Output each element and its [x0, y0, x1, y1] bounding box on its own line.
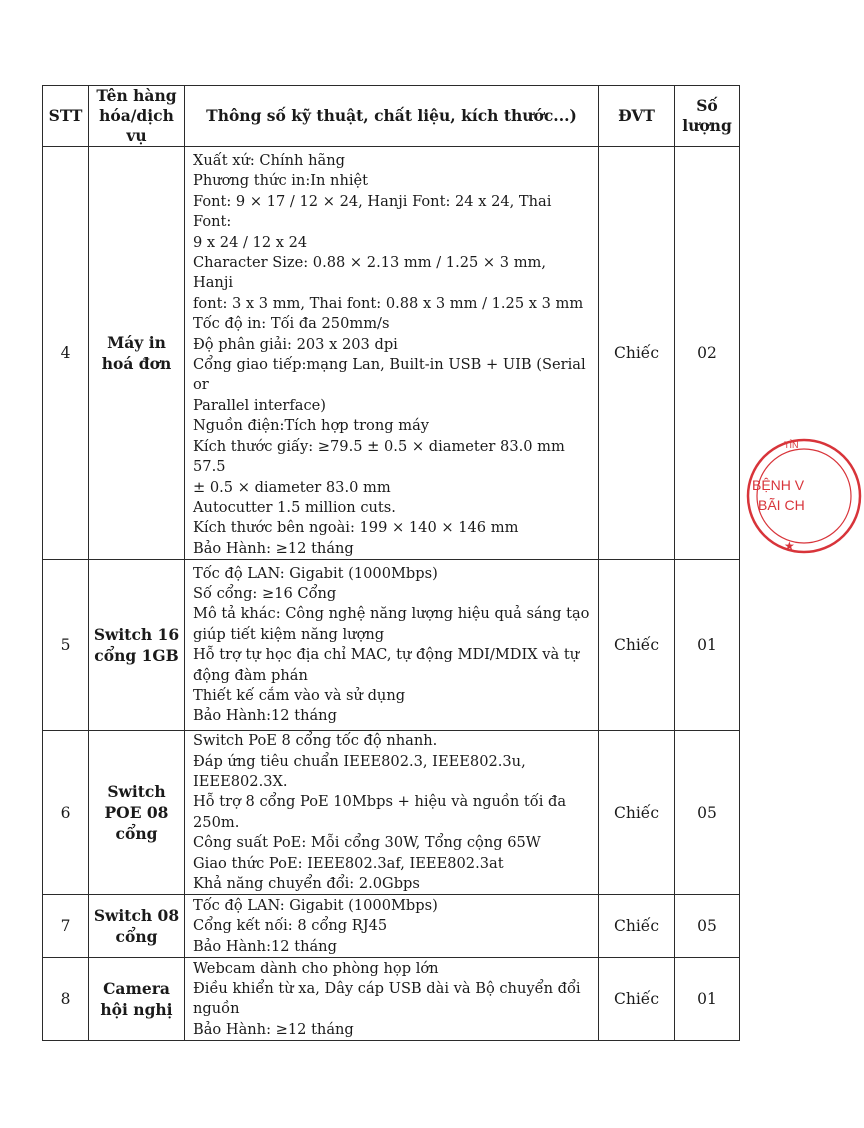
row-unit: Chiếc — [599, 147, 675, 560]
table-row — [43, 731, 740, 895]
row-stt: 5 — [43, 560, 89, 731]
row-stt: 8 — [43, 958, 89, 1041]
hospital-seal-stamp — [744, 436, 864, 556]
row-qty: 05 — [675, 895, 740, 958]
star-icon: ★ — [784, 539, 795, 553]
table-row — [43, 895, 740, 958]
stamp-arc-text: TỈN — [784, 440, 799, 450]
row-item-name: Camera hội nghị — [89, 958, 185, 1041]
row-stt: 4 — [43, 147, 89, 560]
row-unit: Chiếc — [599, 560, 675, 731]
row-unit: Chiếc — [599, 731, 675, 895]
row-spec: Webcam dành cho phòng họp lớn Điều khiển từ xa, Dây cáp USB dài và Bộ chuyển đổi nguồn Bảo Hành: ≥12 tháng — [185, 958, 599, 1041]
header-qty: Số lượng — [675, 86, 740, 147]
header-name: Tên hàng hóa/dịch vụ — [89, 86, 185, 147]
table-header-row — [43, 86, 740, 147]
header-spec: Thông số kỹ thuật, chất liệu, kích thước...) — [185, 86, 599, 147]
stamp-outer-ring — [748, 440, 860, 552]
row-qty: 02 — [675, 147, 740, 560]
row-unit: Chiếc — [599, 895, 675, 958]
stamp-inner-ring — [757, 449, 851, 543]
row-item-name: Switch 16 cổng 1GB — [89, 560, 185, 731]
row-stt: 6 — [43, 731, 89, 895]
stamp-text-line2: BÃI CH — [758, 497, 805, 513]
row-spec: Tốc độ LAN: Gigabit (1000Mbps) Cổng kết nối: 8 cổng RJ45 Bảo Hành:12 tháng — [185, 895, 599, 958]
header-stt: STT — [43, 86, 89, 147]
row-stt: 7 — [43, 895, 89, 958]
row-spec: Xuất xứ: Chính hãng Phương thức in:In nhiệt Font: 9 × 17 / 12 × 24, Hanji Font: 24 x 24, Thai Font: 9 x 24 / 12 x 24 Character Size: 0.88 × 2.13 mm / 1.25 × 3 mm, Hanji font: 3 x 3 mm, Thai font: 0.88 x 3 mm / 1.25 x 3 mm Tốc độ in: Tối đa 250mm/s Độ phân giải: 203 x 203 dpi Cổng giao tiếp:mạng Lan, Built-in USB + UIB (Serial or Parallel interface) Nguồn điện:Tích hợp trong máy Kích thước giấy: ≥79.5 ± 0.5 × diameter 83.0 mm 57.5 ± 0.5 × diameter 83.0 mm Autocutter 1.5 million cuts. Kích thước bên ngoài: 199 × 140 × 146 mm Bảo Hành: ≥12 tháng — [185, 147, 599, 560]
row-spec: Tốc độ LAN: Gigabit (1000Mbps) Số cổng: ≥16 Cổng Mô tả khác: Công nghệ năng lượng hiệu quả sáng tạo giúp tiết kiệm năng lượng Hỗ trợ tự học địa chỉ MAC, tự động MDI/MDIX và tự động đàm phán Thiết kế cắm vào và sử dụng Bảo Hành:12 tháng — [185, 560, 599, 731]
specification-table — [42, 85, 740, 1041]
row-item-name: Switch 08 cổng — [89, 895, 185, 958]
row-item-name: Máy in hoá đơn — [89, 147, 185, 560]
table-row — [43, 147, 740, 560]
row-qty: 05 — [675, 731, 740, 895]
row-spec: Switch PoE 8 cổng tốc độ nhanh. Đáp ứng tiêu chuẩn IEEE802.3, IEEE802.3u, IEEE802.3X. Hỗ trợ 8 cổng PoE 10Mbps + hiệu và nguồn tối đa 250m. Công suất PoE: Mỗi cổng 30W, Tổng cộng 65W Giao thức PoE: IEEE802.3af, IEEE802.3at Khả năng chuyển đổi: 2.0Gbps — [185, 731, 599, 895]
table-row — [43, 560, 740, 731]
row-unit: Chiếc — [599, 958, 675, 1041]
row-item-name: Switch POE 08 cổng — [89, 731, 185, 895]
stamp-text-line1: BỆNH V — [752, 477, 805, 493]
header-unit: ĐVT — [599, 86, 675, 147]
table-row — [43, 958, 740, 1041]
row-qty: 01 — [675, 560, 740, 731]
row-qty: 01 — [675, 958, 740, 1041]
